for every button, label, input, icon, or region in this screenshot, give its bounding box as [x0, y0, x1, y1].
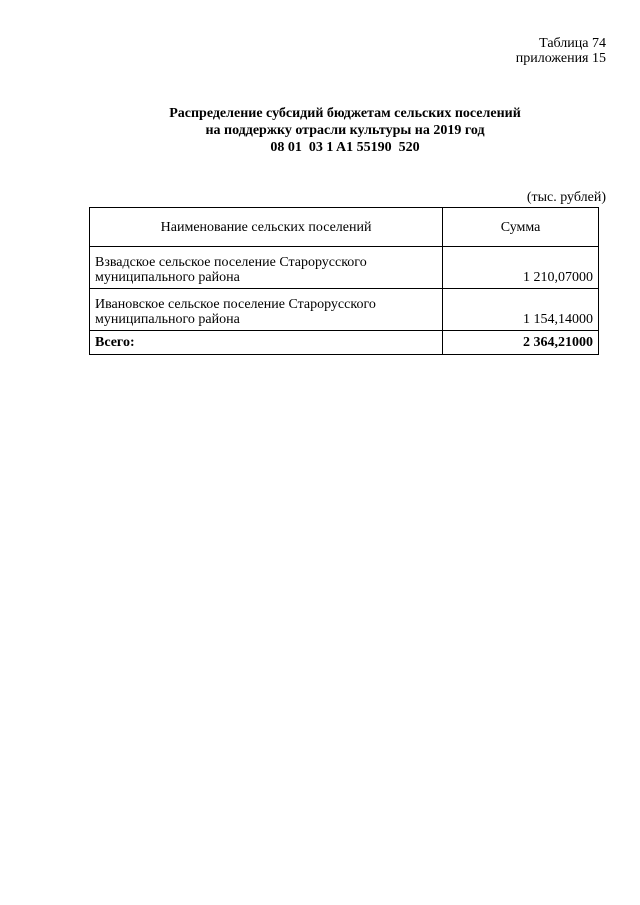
settlement-name [90, 247, 443, 289]
settlement-name [90, 289, 443, 331]
settlement-name-line-1: Ивановское сельское поселение Старорусского [95, 297, 376, 312]
title-line-1: Распределение субсидий бюджетам сельских поселений [169, 106, 521, 121]
table-reference [516, 36, 606, 66]
table-row [90, 247, 599, 289]
table-number: Таблица 74 [539, 36, 606, 51]
settlement-amount: 1 154,14000 [443, 289, 599, 331]
column-header-sum: Сумма [443, 208, 599, 247]
column-header-name: Наименование сельских поселений [90, 208, 443, 247]
settlement-name-line-1: Взвадское сельское поселение Старорусского [95, 255, 367, 270]
table-row [90, 289, 599, 331]
budget-code: 08 01 03 1 A1 55190 520 [270, 140, 420, 155]
subsidy-table [89, 207, 599, 355]
title-line-2: на поддержку отрасли культуры на 2019 год [205, 123, 485, 138]
total-label: Всего: [90, 331, 443, 355]
document-title [90, 105, 600, 156]
total-amount: 2 364,21000 [443, 331, 599, 355]
settlement-name-line-2: муниципального района [95, 270, 240, 285]
settlement-amount: 1 210,07000 [443, 247, 599, 289]
settlement-name-line-2: муниципального района [95, 312, 240, 327]
appendix-number: приложения 15 [515, 51, 606, 66]
total-row [90, 331, 599, 355]
units-label: (тыс. рублей) [526, 190, 606, 205]
table-header-row [90, 208, 599, 247]
